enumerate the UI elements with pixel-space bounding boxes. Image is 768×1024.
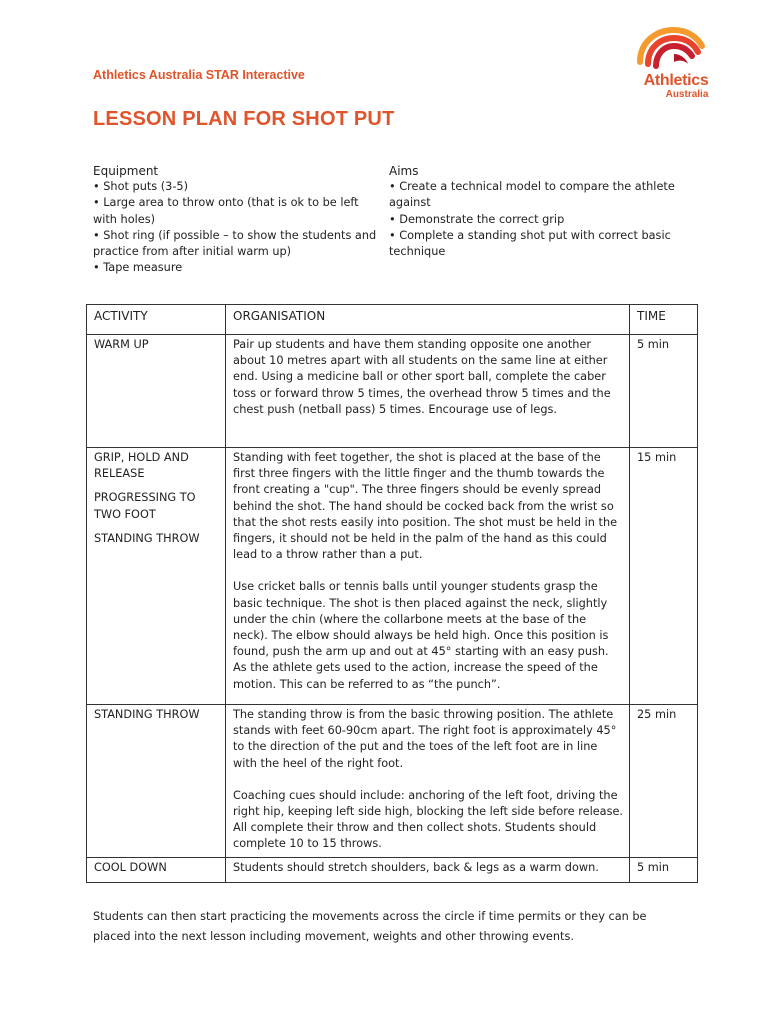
aims-list [389, 179, 689, 260]
page-title: LESSON PLAN FOR SHOT PUT [93, 108, 395, 130]
column-header-organisation: ORGANISATION [226, 305, 630, 335]
equipment-list [93, 179, 383, 276]
organisation-cell [226, 857, 630, 882]
activity-cell [87, 857, 226, 882]
time-cell: 25 min [630, 705, 698, 858]
organisation-text: Standing with feet together, the shot is placed at the base of the first three fingers with the little finger and the thumb towards the front creating a "cup". The three fingers should be evenly spread behind the shot. The hand should be cocked back from the wrist so that the shot rests easily into position. The shot must be held in the fingers, it should not be held in the palm of the hand as this could lead to a throw rather than a put. [233, 451, 618, 562]
logo-subtext: Australia [665, 89, 709, 100]
aims-section [389, 163, 689, 260]
organisation-text: The standing throw is from the basic throwing position. The athlete stands with feet 60-90cm apart. The right foot is approximately 45° to the direction of the put and the toes of the left foot are in line with the heel of the right foot. [233, 708, 617, 770]
document-subtitle: Athletics Australia STAR Interactive [93, 68, 305, 82]
activity-cell [87, 705, 226, 858]
aims-heading: Aims [389, 164, 419, 178]
athletics-swoosh-logo-icon [636, 24, 708, 74]
activity-cell [87, 335, 226, 448]
activity-label: PROGRESSING TO TWO FOOT [94, 491, 196, 521]
activity-cell [87, 448, 226, 705]
organisation-text: Pair up students and have them standing opposite one another about 10 metres apart with all students on the same line at either end. Using a medicine ball or other sport ball, complete the caber toss or forward throw 5 times, the overhead throw 5 times and the chest push (netball pass) 5 times. Encourage use of legs. [233, 338, 611, 416]
equipment-section [93, 163, 383, 276]
activity-label: WARM UP [94, 338, 149, 351]
list-item: • Demonstrate the correct grip [389, 212, 565, 226]
logo-wordmark: Athletics [643, 72, 709, 89]
table-row [87, 448, 698, 705]
organisation-cell [226, 335, 630, 448]
equipment-heading: Equipment [93, 164, 159, 178]
activity-label: GRIP, HOLD AND RELEASE [94, 451, 189, 481]
activity-label: COOL DOWN [94, 860, 167, 874]
activity-label: STANDING THROW [94, 531, 200, 545]
organisation-text: Students should stretch shoulders, back & legs as a warm down. [233, 860, 599, 874]
table-row [87, 857, 698, 882]
activity-label: STANDING THROW [94, 708, 200, 721]
time-cell: 15 min [630, 448, 698, 705]
footer-note: Students can then start practicing the movements across the circle if time permits or they can be placed into the next lesson including movement, weights and other throwing events. [93, 910, 647, 943]
list-item: • Create a technical model to compare the athlete against [389, 180, 675, 210]
lesson-plan-table [86, 304, 698, 883]
time-cell: 5 min [630, 335, 698, 448]
athletics-australia-logo [622, 24, 718, 104]
column-header-time: TIME [630, 305, 698, 335]
organisation-text: Coaching cues should include: anchoring of the left foot, driving the right hip, keeping left side high, blocking the left side before release. All complete their throw and then collect shots. Students should complete 10 to 15 throws. [233, 788, 624, 851]
list-item: • Large area to throw onto (that is ok to be left with holes) [93, 196, 359, 226]
time-cell: 5 min [630, 857, 698, 882]
organisation-text: Use cricket balls or tennis balls until younger students grasp the basic technique. The shot is then placed against the neck, slightly under the chin (where the collarbone meets at the base of the neck). The elbow should always be held high. Once this position is found, push the arm up and out at 45° starting with an easy push. As the athlete gets used to the action, increase the speed of the motion. This can be referred to as “the punch”. [233, 580, 609, 691]
table-row [87, 335, 698, 448]
column-header-activity: ACTIVITY [87, 305, 226, 335]
list-item: • Shot ring (if possible – to show the students and practice from after initial warm up) [93, 228, 377, 259]
table-row [87, 705, 698, 858]
organisation-cell [226, 448, 630, 705]
list-item: • Complete a standing shot put with correct basic technique [389, 228, 671, 259]
table-header-row [87, 305, 698, 335]
organisation-cell [226, 705, 630, 858]
list-item: • Tape measure [93, 261, 183, 275]
list-item: • Shot puts (3-5) [93, 180, 189, 194]
